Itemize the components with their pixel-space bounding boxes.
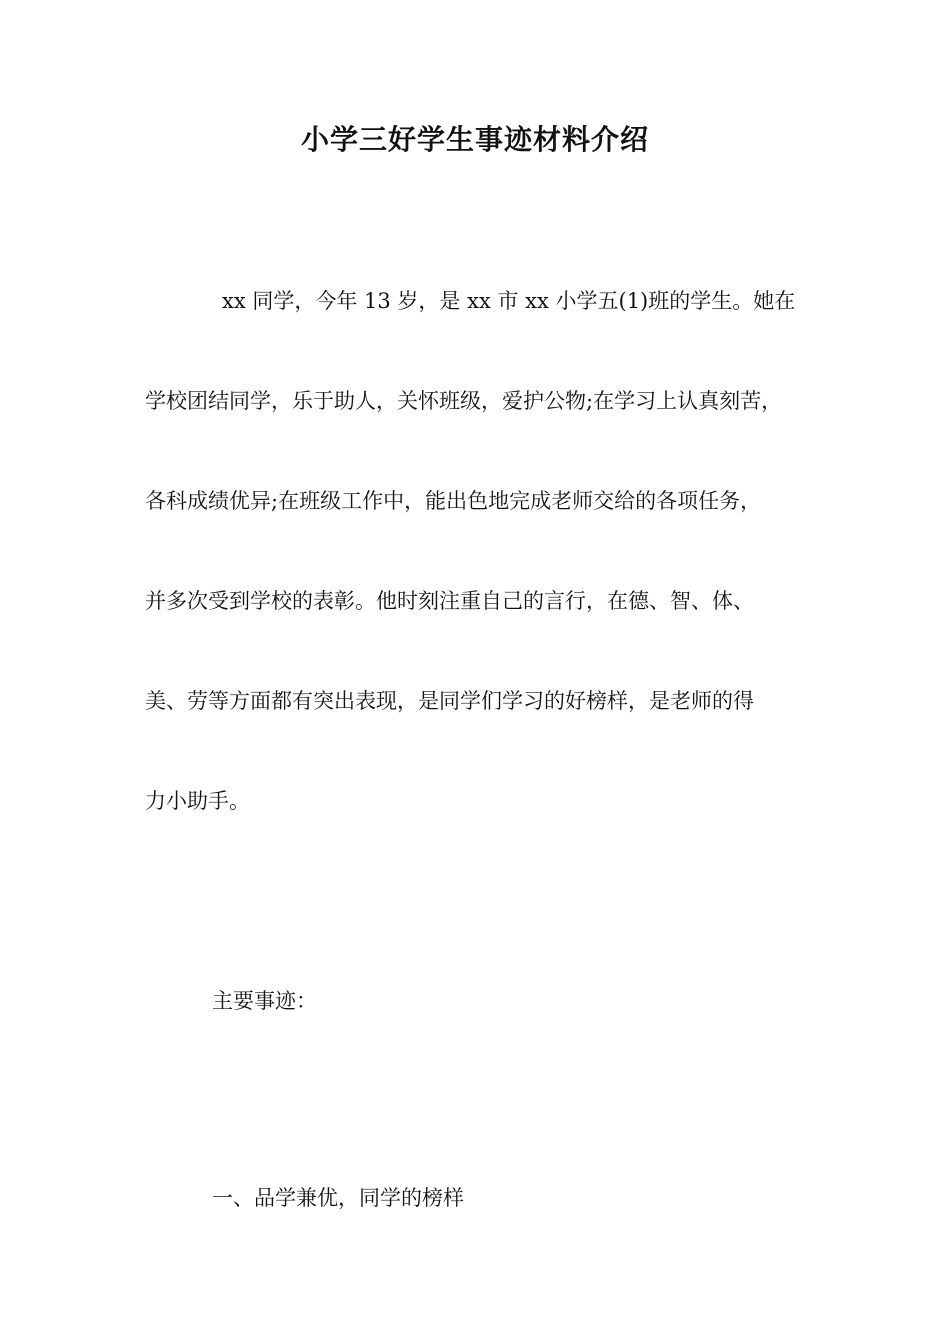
section-heading: 主要事迹：: [212, 989, 317, 1013]
paragraph-line: 美、劳等方面都有突出表现，是同学们学习的好榜样，是老师的得: [145, 689, 754, 713]
paragraph-line: 各科成绩优异;在班级工作中，能出色地完成老师交给的各项任务，: [145, 489, 762, 513]
paragraph-line: 力小助手。: [145, 789, 250, 813]
paragraph-line: 并多次受到学校的表彰。他时刻注重自己的言行，在德、智、体、: [145, 589, 754, 613]
subsection-heading: 一、品学兼优，同学的榜样: [212, 1186, 464, 1210]
document-title: 小学三好学生事迹材料介绍: [300, 123, 649, 156]
paragraph-line: 学校团结同学，乐于助人，关怀班级，爱护公物;在学习上认真刻苦，: [145, 389, 783, 413]
paragraph-line: xx 同学，今年 13 岁，是 xx 市 xx 小学五(1)班的学生。她在: [222, 289, 796, 313]
